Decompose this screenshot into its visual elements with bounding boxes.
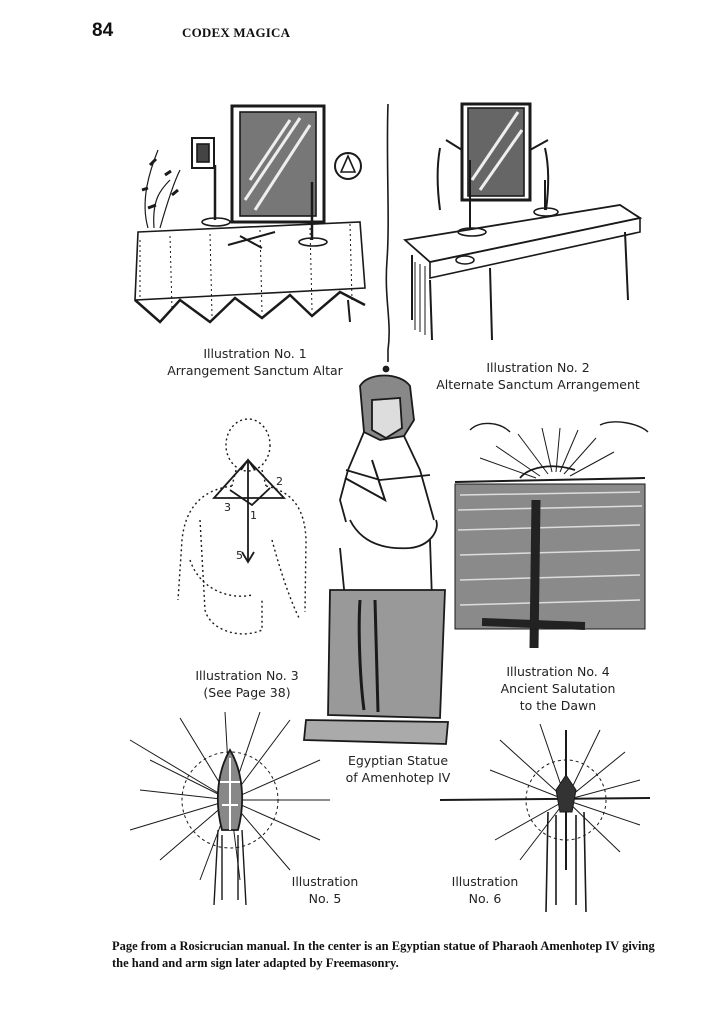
illustration-4-subtitle-2: to the Dawn (519, 698, 597, 713)
illustration-5-number: No. 5 (308, 891, 342, 906)
illustration-4-title: Illustration No. 4 (506, 664, 610, 679)
illustration-2-title: Illustration No. 2 (486, 360, 590, 375)
running-title: CODEX MAGICA (182, 25, 291, 40)
illustration-1-subtitle: Arrangement Sanctum Altar (167, 363, 343, 378)
illustration-2-label (418, 359, 658, 393)
egyptian-statue (304, 367, 448, 745)
page-number: 84 (92, 20, 114, 41)
dawn-salutation-4 (455, 422, 648, 648)
illustration-4-subtitle: Ancient Salutation (500, 681, 616, 696)
divider-line (386, 104, 389, 362)
illustration-5-title: Illustration (291, 874, 359, 889)
illustration-1-title: Illustration No. 1 (203, 346, 307, 361)
illustration-3-label (172, 667, 322, 701)
illustration-4-label (478, 663, 638, 714)
illustration-2-subtitle: Alternate Sanctum Arrangement (436, 377, 640, 392)
illustration-1-label (160, 345, 350, 379)
statue-label (328, 752, 468, 786)
altar-drawing-2 (405, 104, 640, 340)
statue-title: Egyptian Statue (347, 753, 449, 768)
illustration-5-label (270, 873, 380, 907)
illustration-6-label (430, 873, 540, 907)
illustration-3-subtitle: (See Page 38) (203, 685, 291, 700)
gesture-mark-3: 3 (224, 501, 231, 514)
gesture-mark-1: 1 (250, 509, 257, 522)
illustration-6-number: No. 6 (468, 891, 502, 906)
figure-caption: Page from a Rosicrucian manual. In the center is an Egyptian statue of Pharaoh Amenhotep IV giving the hand and arm sign later adapted by Freemasonry. (112, 939, 655, 970)
gesture-mark-2: 2 (276, 475, 283, 488)
illustration-6-title: Illustration (451, 874, 519, 889)
altar-drawing-1 (135, 106, 365, 322)
gesture-mark-5: 5 (236, 549, 243, 562)
gesture-figure-3 (178, 419, 306, 634)
statue-subtitle: of Amenhotep IV (345, 770, 451, 785)
illustration-3-title: Illustration No. 3 (195, 668, 299, 683)
